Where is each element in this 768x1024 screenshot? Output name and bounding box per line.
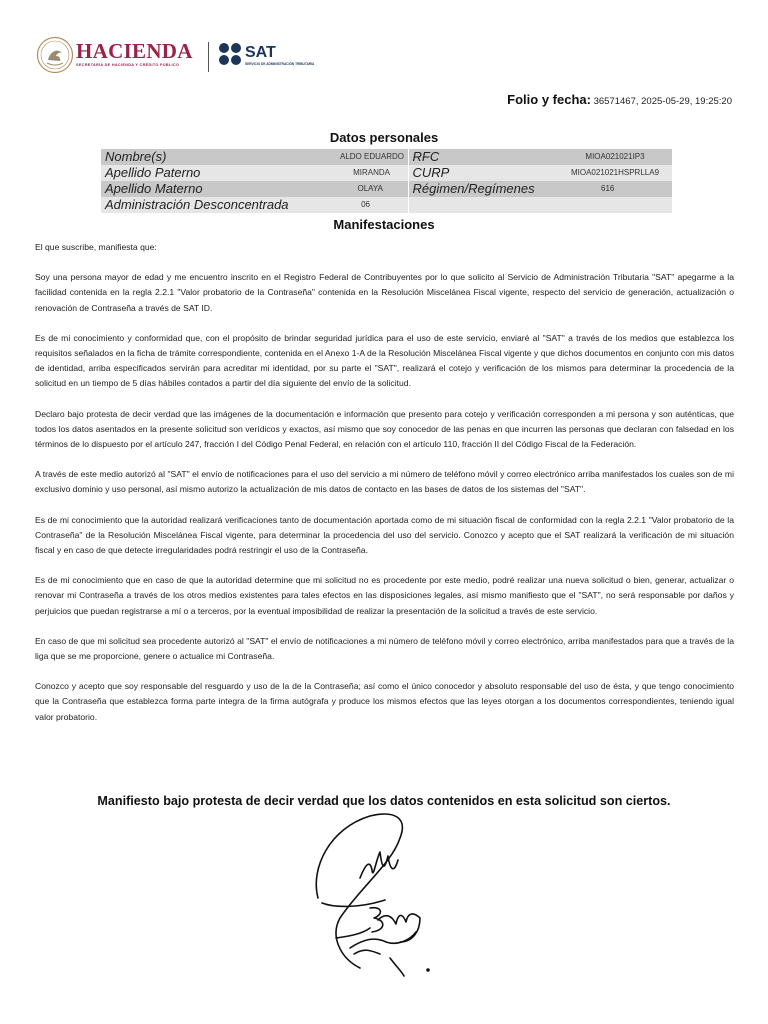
- field-value: OLAYA: [357, 184, 383, 193]
- field-value: [558, 197, 672, 213]
- folio-label: Folio y fecha:: [507, 92, 591, 107]
- field-value: 06: [361, 200, 370, 209]
- datos-personales-table: [101, 149, 672, 213]
- field-value: MIOA021021IP3: [558, 149, 672, 165]
- datos-personales-title: Datos personales: [329, 130, 439, 145]
- field-label: Régimen/Regímenes: [412, 181, 535, 196]
- paragraph: Conozco y acepto que soy responsable del resguardo y uso de la de la Contraseña; así como el único conocedor y absoluto responsable del uso de ésta, y que tengo conocimiento que la Contraseña que establezca forma parte integra de la firma autógrafa y produce los mismos efectos que las leyes otorgan a los documentos correspondientes, teniendo igual valor probatorio.: [35, 681, 734, 722]
- table-row: [101, 165, 672, 181]
- manifestaciones-title: Manifestaciones: [333, 217, 435, 232]
- table-row: [101, 197, 672, 213]
- field-label: Apellido Materno: [105, 181, 203, 196]
- manifestaciones-body: [35, 240, 734, 740]
- field-label: Administración Desconcentrada: [105, 197, 289, 212]
- document-header: [36, 36, 736, 80]
- paragraph: Es de mi conocimiento que la autoridad realizará verificaciones tanto de documentación aportada como de mi situación fiscal de conformidad con la regla 2.2.1 "Valor probatorio de la Contraseña" de la Resolución Miscelánea Fiscal vigente, para determinar la procedencia del uso del servicio. Conozco y acepto que el SAT realizará la verificación de mi situación fiscal y en caso de que detecte irregularidades podrá restringir el uso de la Contraseña.: [35, 514, 734, 556]
- field-label: CURP: [412, 165, 450, 180]
- field-value: ALDO EDUARDO: [339, 152, 404, 161]
- sat-logo-icon: [218, 42, 242, 66]
- paragraph: A través de este medio autorizó al "SAT" el envío de notificaciones para el uso del servicio a mi número de teléfono móvil y correo electrónico arriba manifestados los cuales son de mi exclusivo dominio y uso personal, así mismo autorizo la actualización de mis datos de contacto en las bases de datos de los sistemas del "SAT".: [35, 469, 734, 495]
- mexico-seal-icon: [36, 36, 74, 74]
- field-value: MIRANDA: [353, 168, 390, 177]
- folio-fecha: [507, 92, 732, 107]
- sat-logo-text: SAT: [245, 44, 276, 61]
- table-row: [101, 149, 672, 165]
- field-label: Nombre(s): [105, 149, 167, 164]
- table-row: [101, 181, 672, 197]
- sat-subtitle: SERVICIO DE ADMINISTRACIÓN TRIBUTARIA: [245, 62, 315, 66]
- field-value: 616: [558, 181, 672, 197]
- field-label: Apellido Paterno: [105, 165, 201, 180]
- field-label: RFC: [412, 149, 440, 164]
- paragraph: Soy una persona mayor de edad y me encuentro inscrito en el Registro Federal de Contribuyentes por lo que solicito al Servicio de Administración Tributaria "SAT" apegarme a la facilidad contenida en la regla 2.2.1 "Valor probatorio de la Contraseña" contenida en la Resolución Miscelánea Fiscal vigente, respecto del servicio de generación, actualización o renovación de Contraseña a través de SAT ID.: [35, 272, 734, 313]
- folio-value: 36571467, 2025-05-29, 19:25:20: [593, 96, 732, 107]
- hacienda-subtitle: SECRETARÍA DE HACIENDA Y CRÉDITO PÚBLICO: [76, 63, 180, 67]
- field-value: MIOA021021HSPRLLA9: [558, 165, 672, 181]
- closing-statement: Manifiesto bajo protesta de decir verdad que los datos contenidos en esta solicitud son ciertos.: [97, 794, 671, 808]
- paragraph: El que suscribe, manifiesta que:: [35, 242, 157, 252]
- hacienda-logo-text: HACIENDA: [76, 39, 193, 63]
- paragraph: Es de mi conocimiento y conformidad que, con el propósito de brindar seguridad jurídica para el uso de este servicio, enviaré al "SAT" a través de los medios que establezca los requisitos señalados en la ficha de trámite correspondiente, contenida en el Anexo 1-A de la Resolución Miscelánea Fiscal vigente y que dichos documentos en conjunto con mis datos de identidad, arriba especificados servirán para acreditar mi identidad, por su parte el "SAT", realizará el cotejo y verificación de los mismos para determinar la procedencia de la solicitud en un tiempo de 5 días hábiles contados a partir del día siguiente del envío de la solicitud.: [35, 332, 734, 389]
- signature-image: [300, 808, 460, 978]
- paragraph: En caso de que mi solicitud sea procedente autorizó al "SAT" el envío de notificaciones a mi número de teléfono móvil y correo electrónico, arriba manifestados para que a través de la liga que se me proporcione, genere o actualice mi Contraseña.: [35, 635, 734, 662]
- paragraph: Es de mi conocimiento que en caso de que la autoridad determine que mi solicitud no es procedente por este medio, podré realizar una nueva solicitud o bien, generar, actualizar o renovar mi Contraseña a través de los otros medios existentes para tales efectos en las disposiciones legales, así mismo manifiesto que el "SAT", no será responsable por daños y perjuicios que puedan registrarse a mí o a terceros, por la eventual imposibilidad de realizar la presentación de la solicitud a través de este servicio.: [35, 575, 734, 616]
- paragraph: Declaro bajo protesta de decir verdad que las imágenes de la documentación e información que presento para cotejo y verificación corresponden a mi persona y son auténticas, que todos los datos asentados en la presente solicitud son verídicos y exactos, así mismo que soy conocedor de las penas en que incurren las personas que declaran con falsedad en los términos de lo dispuesto por el artículo 247, fracción I del Código Penal Federal, en relación con el artículo 110, fracción II del Código Fiscal de la Federación.: [35, 408, 734, 450]
- logo-divider: [208, 42, 209, 72]
